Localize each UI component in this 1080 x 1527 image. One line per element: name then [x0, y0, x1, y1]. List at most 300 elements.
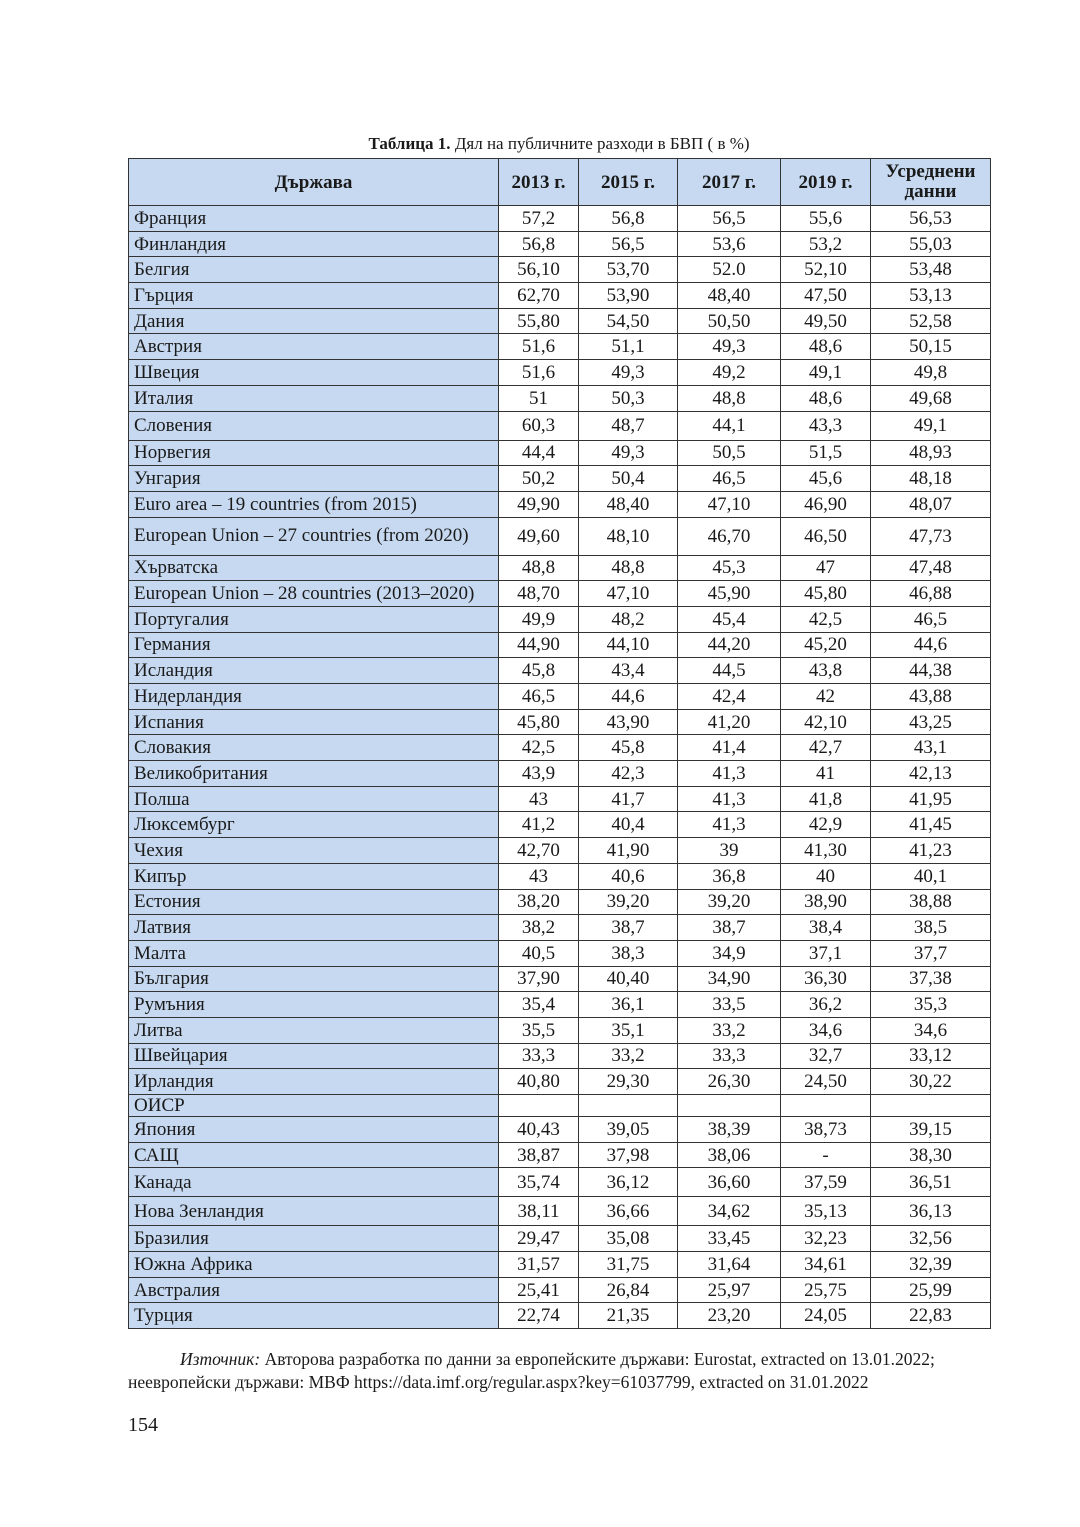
table-row: [129, 1168, 991, 1197]
value-2017-cell: 41,3: [678, 812, 781, 838]
value-average-cell: 49,1: [871, 411, 991, 440]
table-row: [129, 466, 991, 492]
value-2013-cell: 57,2: [499, 206, 579, 232]
table-row: [129, 940, 991, 966]
value-average-cell: 52,58: [871, 308, 991, 334]
country-cell: Италия: [129, 385, 499, 411]
header-country: Държава: [129, 159, 499, 206]
value-2019-cell: 24,50: [781, 1069, 871, 1095]
country-cell: Португалия: [129, 606, 499, 632]
value-2017-cell: 31,64: [678, 1252, 781, 1278]
value-2017-cell: 39: [678, 838, 781, 864]
country-cell: Кипър: [129, 863, 499, 889]
value-2019-cell: -: [781, 1142, 871, 1168]
value-2015-cell: 35,08: [579, 1226, 678, 1252]
value-2019-cell: 46,90: [781, 491, 871, 517]
value-2015-cell: 42,3: [579, 761, 678, 787]
table-row: [129, 308, 991, 334]
value-2017-cell: 38,06: [678, 1142, 781, 1168]
value-2015-cell: 48,7: [579, 411, 678, 440]
value-2019-cell: 45,80: [781, 581, 871, 607]
value-2019-cell: 49,50: [781, 308, 871, 334]
country-cell: Япония: [129, 1117, 499, 1143]
table-row: [129, 1142, 991, 1168]
table-header-row: [129, 159, 991, 206]
value-2013-cell: 40,43: [499, 1117, 579, 1143]
value-2015-cell: 40,6: [579, 863, 678, 889]
value-2015-cell: 54,50: [579, 308, 678, 334]
value-2017-cell: 23,20: [678, 1303, 781, 1329]
country-cell: Нова Зенландия: [129, 1197, 499, 1226]
value-2013-cell: 31,57: [499, 1252, 579, 1278]
value-2017-cell: 41,3: [678, 786, 781, 812]
table-caption: [128, 134, 990, 154]
value-average-cell: 38,88: [871, 889, 991, 915]
table-row: [129, 1197, 991, 1226]
table-row: [129, 581, 991, 607]
table-row: [129, 761, 991, 787]
value-2013-cell: 51,6: [499, 334, 579, 360]
value-2013-cell: 38,2: [499, 915, 579, 941]
header-average: Усреднени данни: [871, 159, 991, 206]
table-row: [129, 1252, 991, 1278]
value-2013-cell: 35,74: [499, 1168, 579, 1197]
value-2017-cell: 34,9: [678, 940, 781, 966]
value-2013-cell: 35,5: [499, 1017, 579, 1043]
value-average-cell: 40,1: [871, 863, 991, 889]
value-average-cell: 36,51: [871, 1168, 991, 1197]
value-2015-cell: 49,3: [579, 440, 678, 466]
header-2013: 2013 г.: [499, 159, 579, 206]
value-average-cell: 47,48: [871, 555, 991, 581]
value-average-cell: 38,5: [871, 915, 991, 941]
table-row: [129, 863, 991, 889]
country-cell: Гърция: [129, 283, 499, 309]
value-2017-cell: 26,30: [678, 1069, 781, 1095]
value-2017-cell: 25,97: [678, 1277, 781, 1303]
value-2019-cell: 41: [781, 761, 871, 787]
value-2019-cell: 47,50: [781, 283, 871, 309]
value-2019-cell: 38,4: [781, 915, 871, 941]
country-cell: Исландия: [129, 658, 499, 684]
country-cell: Франция: [129, 206, 499, 232]
value-2017-cell: 44,1: [678, 411, 781, 440]
value-2019-cell: 34,61: [781, 1252, 871, 1278]
country-cell: Полша: [129, 786, 499, 812]
value-2013-cell: 49,90: [499, 491, 579, 517]
value-2015-cell: 51,1: [579, 334, 678, 360]
value-2017-cell: 39,20: [678, 889, 781, 915]
value-2019-cell: 42: [781, 684, 871, 710]
value-average-cell: 49,68: [871, 385, 991, 411]
value-2013-cell: 62,70: [499, 283, 579, 309]
table-body: [129, 206, 991, 1329]
value-2017-cell: 34,90: [678, 966, 781, 992]
table-row: [129, 440, 991, 466]
value-2017-cell: 33,45: [678, 1226, 781, 1252]
value-2019-cell: 41,8: [781, 786, 871, 812]
value-2013-cell: 42,70: [499, 838, 579, 864]
table-row: [129, 206, 991, 232]
country-cell: Литва: [129, 1017, 499, 1043]
value-2019-cell: [781, 1095, 871, 1117]
table-row: [129, 838, 991, 864]
value-average-cell: 44,6: [871, 632, 991, 658]
country-cell: Люксембург: [129, 812, 499, 838]
table-row: [129, 360, 991, 386]
value-2017-cell: 36,60: [678, 1168, 781, 1197]
table-row: [129, 555, 991, 581]
value-average-cell: 41,45: [871, 812, 991, 838]
value-2015-cell: 48,40: [579, 491, 678, 517]
value-2015-cell: 56,8: [579, 206, 678, 232]
value-average-cell: 56,53: [871, 206, 991, 232]
value-2019-cell: 41,30: [781, 838, 871, 864]
country-cell: Норвегия: [129, 440, 499, 466]
value-average-cell: 41,95: [871, 786, 991, 812]
value-average-cell: 48,18: [871, 466, 991, 492]
value-average-cell: 36,13: [871, 1197, 991, 1226]
country-cell: Австрия: [129, 334, 499, 360]
value-average-cell: 41,23: [871, 838, 991, 864]
country-cell: Унгария: [129, 466, 499, 492]
value-2015-cell: 49,3: [579, 360, 678, 386]
value-2013-cell: 48,8: [499, 555, 579, 581]
table-row: [129, 966, 991, 992]
country-cell: Словения: [129, 411, 499, 440]
value-average-cell: 43,1: [871, 735, 991, 761]
value-2017-cell: 45,4: [678, 606, 781, 632]
value-2015-cell: 43,4: [579, 658, 678, 684]
country-cell: Испания: [129, 709, 499, 735]
country-label: European Union – 27 countries (from 2020): [134, 524, 469, 546]
table-caption-text: Дял на публичните разходи в БВП ( в %): [450, 134, 750, 153]
value-2017-cell: 38,7: [678, 915, 781, 941]
value-2019-cell: 38,73: [781, 1117, 871, 1143]
value-2017-cell: [678, 1095, 781, 1117]
value-2019-cell: 53,2: [781, 231, 871, 257]
value-2019-cell: 45,6: [781, 466, 871, 492]
value-2013-cell: 43: [499, 863, 579, 889]
value-2013-cell: 43,9: [499, 761, 579, 787]
value-2015-cell: 43,90: [579, 709, 678, 735]
country-cell: Ирландия: [129, 1069, 499, 1095]
value-2017-cell: 50,5: [678, 440, 781, 466]
value-2013-cell: 25,41: [499, 1277, 579, 1303]
value-average-cell: 34,6: [871, 1017, 991, 1043]
value-average-cell: [871, 1095, 991, 1117]
country-cell: Австралия: [129, 1277, 499, 1303]
table-row: [129, 658, 991, 684]
country-cell: Финландия: [129, 231, 499, 257]
table-row: [129, 889, 991, 915]
country-cell: Дания: [129, 308, 499, 334]
value-2013-cell: 37,90: [499, 966, 579, 992]
value-2019-cell: 43,8: [781, 658, 871, 684]
country-cell: Южна Африка: [129, 1252, 499, 1278]
value-2013-cell: 44,4: [499, 440, 579, 466]
value-2015-cell: 53,90: [579, 283, 678, 309]
table-row: [129, 915, 991, 941]
table-row: [129, 786, 991, 812]
country-cell: България: [129, 966, 499, 992]
value-2019-cell: 32,23: [781, 1226, 871, 1252]
value-average-cell: 25,99: [871, 1277, 991, 1303]
value-2013-cell: [499, 1095, 579, 1117]
value-2013-cell: 40,80: [499, 1069, 579, 1095]
value-average-cell: 42,13: [871, 761, 991, 787]
value-2015-cell: 50,3: [579, 385, 678, 411]
value-2013-cell: 55,80: [499, 308, 579, 334]
header-2015: 2015 г.: [579, 159, 678, 206]
value-2019-cell: 48,6: [781, 385, 871, 411]
value-2017-cell: 44,5: [678, 658, 781, 684]
value-2015-cell: [579, 1095, 678, 1117]
country-cell: САЩ: [129, 1142, 499, 1168]
country-cell: Бразилия: [129, 1226, 499, 1252]
header-2017: 2017 г.: [678, 159, 781, 206]
value-2017-cell: 46,5: [678, 466, 781, 492]
value-average-cell: 38,30: [871, 1142, 991, 1168]
table-row: [129, 283, 991, 309]
table-row: [129, 385, 991, 411]
value-2015-cell: 48,2: [579, 606, 678, 632]
value-2015-cell: 37,98: [579, 1142, 678, 1168]
value-2013-cell: 45,80: [499, 709, 579, 735]
value-2019-cell: 38,90: [781, 889, 871, 915]
value-2013-cell: 41,2: [499, 812, 579, 838]
table-row: [129, 735, 991, 761]
value-2015-cell: 39,05: [579, 1117, 678, 1143]
value-average-cell: 22,83: [871, 1303, 991, 1329]
value-2019-cell: 46,50: [781, 517, 871, 555]
value-2017-cell: 34,62: [678, 1197, 781, 1226]
country-cell: ОИСР: [129, 1095, 499, 1117]
value-average-cell: 50,15: [871, 334, 991, 360]
table-row: [129, 231, 991, 257]
value-2015-cell: 29,30: [579, 1069, 678, 1095]
value-2017-cell: 48,8: [678, 385, 781, 411]
value-2019-cell: 45,20: [781, 632, 871, 658]
table-row: [129, 1277, 991, 1303]
value-2013-cell: 44,90: [499, 632, 579, 658]
country-cell: Великобритания: [129, 761, 499, 787]
value-average-cell: 35,3: [871, 992, 991, 1018]
table-row: [129, 1303, 991, 1329]
value-2019-cell: 43,3: [781, 411, 871, 440]
country-cell: Euro area – 19 countries (from 2015): [129, 491, 499, 517]
value-2017-cell: 49,2: [678, 360, 781, 386]
value-average-cell: 37,38: [871, 966, 991, 992]
value-2019-cell: 48,6: [781, 334, 871, 360]
table-row: [129, 334, 991, 360]
value-average-cell: 43,25: [871, 709, 991, 735]
value-2019-cell: 37,59: [781, 1168, 871, 1197]
value-average-cell: 49,8: [871, 360, 991, 386]
table-row: [129, 257, 991, 283]
country-cell: Малта: [129, 940, 499, 966]
value-2015-cell: 33,2: [579, 1043, 678, 1069]
value-2013-cell: 48,70: [499, 581, 579, 607]
country-cell: European Union – 28 countries (2013–2020): [129, 581, 499, 607]
value-average-cell: 30,22: [871, 1069, 991, 1095]
value-2017-cell: 47,10: [678, 491, 781, 517]
value-2019-cell: 40: [781, 863, 871, 889]
country-cell: Турция: [129, 1303, 499, 1329]
country-cell: Румъния: [129, 992, 499, 1018]
value-average-cell: 46,88: [871, 581, 991, 607]
table-row: [129, 606, 991, 632]
value-2015-cell: 56,5: [579, 231, 678, 257]
value-average-cell: 37,7: [871, 940, 991, 966]
value-2013-cell: 51,6: [499, 360, 579, 386]
value-2017-cell: 53,6: [678, 231, 781, 257]
value-2019-cell: 42,10: [781, 709, 871, 735]
value-2017-cell: 56,5: [678, 206, 781, 232]
value-2013-cell: 40,5: [499, 940, 579, 966]
value-average-cell: 48,07: [871, 491, 991, 517]
value-average-cell: 53,13: [871, 283, 991, 309]
value-2015-cell: 45,8: [579, 735, 678, 761]
page-number: 154: [128, 1414, 158, 1436]
value-2017-cell: 41,3: [678, 761, 781, 787]
value-2017-cell: 42,4: [678, 684, 781, 710]
value-2019-cell: 51,5: [781, 440, 871, 466]
value-2013-cell: 49,9: [499, 606, 579, 632]
value-2017-cell: 45,3: [678, 555, 781, 581]
table-row: [129, 411, 991, 440]
country-cell: [129, 517, 499, 555]
value-2013-cell: 42,5: [499, 735, 579, 761]
value-2013-cell: 22,74: [499, 1303, 579, 1329]
country-cell: Латвия: [129, 915, 499, 941]
value-2017-cell: 38,39: [678, 1117, 781, 1143]
country-cell: Швейцария: [129, 1043, 499, 1069]
value-2015-cell: 47,10: [579, 581, 678, 607]
value-2017-cell: 45,90: [678, 581, 781, 607]
value-2019-cell: 36,30: [781, 966, 871, 992]
value-2019-cell: 42,5: [781, 606, 871, 632]
value-2013-cell: 29,47: [499, 1226, 579, 1252]
value-2015-cell: 39,20: [579, 889, 678, 915]
value-2015-cell: 21,35: [579, 1303, 678, 1329]
value-2015-cell: 36,12: [579, 1168, 678, 1197]
table-row: [129, 1095, 991, 1117]
table-row: [129, 1069, 991, 1095]
value-2013-cell: 56,8: [499, 231, 579, 257]
value-average-cell: 32,39: [871, 1252, 991, 1278]
value-2017-cell: 44,20: [678, 632, 781, 658]
value-2019-cell: 35,13: [781, 1197, 871, 1226]
source-note: [128, 1348, 994, 1394]
value-2017-cell: 36,8: [678, 863, 781, 889]
value-2015-cell: 40,40: [579, 966, 678, 992]
value-2019-cell: 32,7: [781, 1043, 871, 1069]
value-2013-cell: 51: [499, 385, 579, 411]
table-row: [129, 992, 991, 1018]
value-average-cell: 47,73: [871, 517, 991, 555]
value-2019-cell: 42,7: [781, 735, 871, 761]
value-2019-cell: 49,1: [781, 360, 871, 386]
table-row: [129, 632, 991, 658]
value-average-cell: 48,93: [871, 440, 991, 466]
value-2017-cell: 48,40: [678, 283, 781, 309]
table-row: [129, 1043, 991, 1069]
value-2013-cell: 46,5: [499, 684, 579, 710]
value-average-cell: 43,88: [871, 684, 991, 710]
table-row: [129, 684, 991, 710]
value-2019-cell: 34,6: [781, 1017, 871, 1043]
value-2013-cell: 43: [499, 786, 579, 812]
country-cell: Словакия: [129, 735, 499, 761]
value-2013-cell: 50,2: [499, 466, 579, 492]
value-2019-cell: 24,05: [781, 1303, 871, 1329]
value-2015-cell: 48,8: [579, 555, 678, 581]
value-average-cell: 39,15: [871, 1117, 991, 1143]
value-2015-cell: 44,10: [579, 632, 678, 658]
value-2019-cell: 37,1: [781, 940, 871, 966]
value-2017-cell: 50,50: [678, 308, 781, 334]
country-cell: Белгия: [129, 257, 499, 283]
value-2017-cell: 41,20: [678, 709, 781, 735]
header-2019: 2019 г.: [781, 159, 871, 206]
country-cell: Германия: [129, 632, 499, 658]
value-2015-cell: 48,10: [579, 517, 678, 555]
value-average-cell: 46,5: [871, 606, 991, 632]
value-2019-cell: 25,75: [781, 1277, 871, 1303]
value-2013-cell: 49,60: [499, 517, 579, 555]
country-cell: Канада: [129, 1168, 499, 1197]
value-2013-cell: 35,4: [499, 992, 579, 1018]
value-2019-cell: 55,6: [781, 206, 871, 232]
value-2019-cell: 36,2: [781, 992, 871, 1018]
table-caption-label: Таблица 1.: [368, 134, 451, 153]
country-cell: Хърватска: [129, 555, 499, 581]
value-2015-cell: 50,4: [579, 466, 678, 492]
value-2019-cell: 52,10: [781, 257, 871, 283]
value-2017-cell: 33,2: [678, 1017, 781, 1043]
value-2013-cell: 38,11: [499, 1197, 579, 1226]
country-cell: Естония: [129, 889, 499, 915]
table-row: [129, 1017, 991, 1043]
value-2013-cell: 60,3: [499, 411, 579, 440]
country-cell: Швеция: [129, 360, 499, 386]
value-2015-cell: 31,75: [579, 1252, 678, 1278]
value-average-cell: 55,03: [871, 231, 991, 257]
value-2013-cell: 38,87: [499, 1142, 579, 1168]
value-2015-cell: 38,3: [579, 940, 678, 966]
value-2017-cell: 33,3: [678, 1043, 781, 1069]
value-2015-cell: 38,7: [579, 915, 678, 941]
value-2017-cell: 41,4: [678, 735, 781, 761]
value-2015-cell: 41,90: [579, 838, 678, 864]
value-2015-cell: 44,6: [579, 684, 678, 710]
table-row: [129, 517, 991, 555]
value-2015-cell: 36,1: [579, 992, 678, 1018]
value-2015-cell: 26,84: [579, 1277, 678, 1303]
value-average-cell: 32,56: [871, 1226, 991, 1252]
value-2013-cell: 38,20: [499, 889, 579, 915]
value-average-cell: 33,12: [871, 1043, 991, 1069]
value-2017-cell: 52.0: [678, 257, 781, 283]
value-2015-cell: 40,4: [579, 812, 678, 838]
value-2013-cell: 56,10: [499, 257, 579, 283]
table-row: [129, 491, 991, 517]
value-2019-cell: 47: [781, 555, 871, 581]
value-2017-cell: 49,3: [678, 334, 781, 360]
source-text: Авторова разработка по данни за европейските държави: Eurostat, extracted on 13.01.2022; неевропейски държави: МВФ https://data.imf.org/regular.aspx?key=61037799, extracted on 31.01.2022: [128, 1349, 935, 1393]
value-2017-cell: 46,70: [678, 517, 781, 555]
